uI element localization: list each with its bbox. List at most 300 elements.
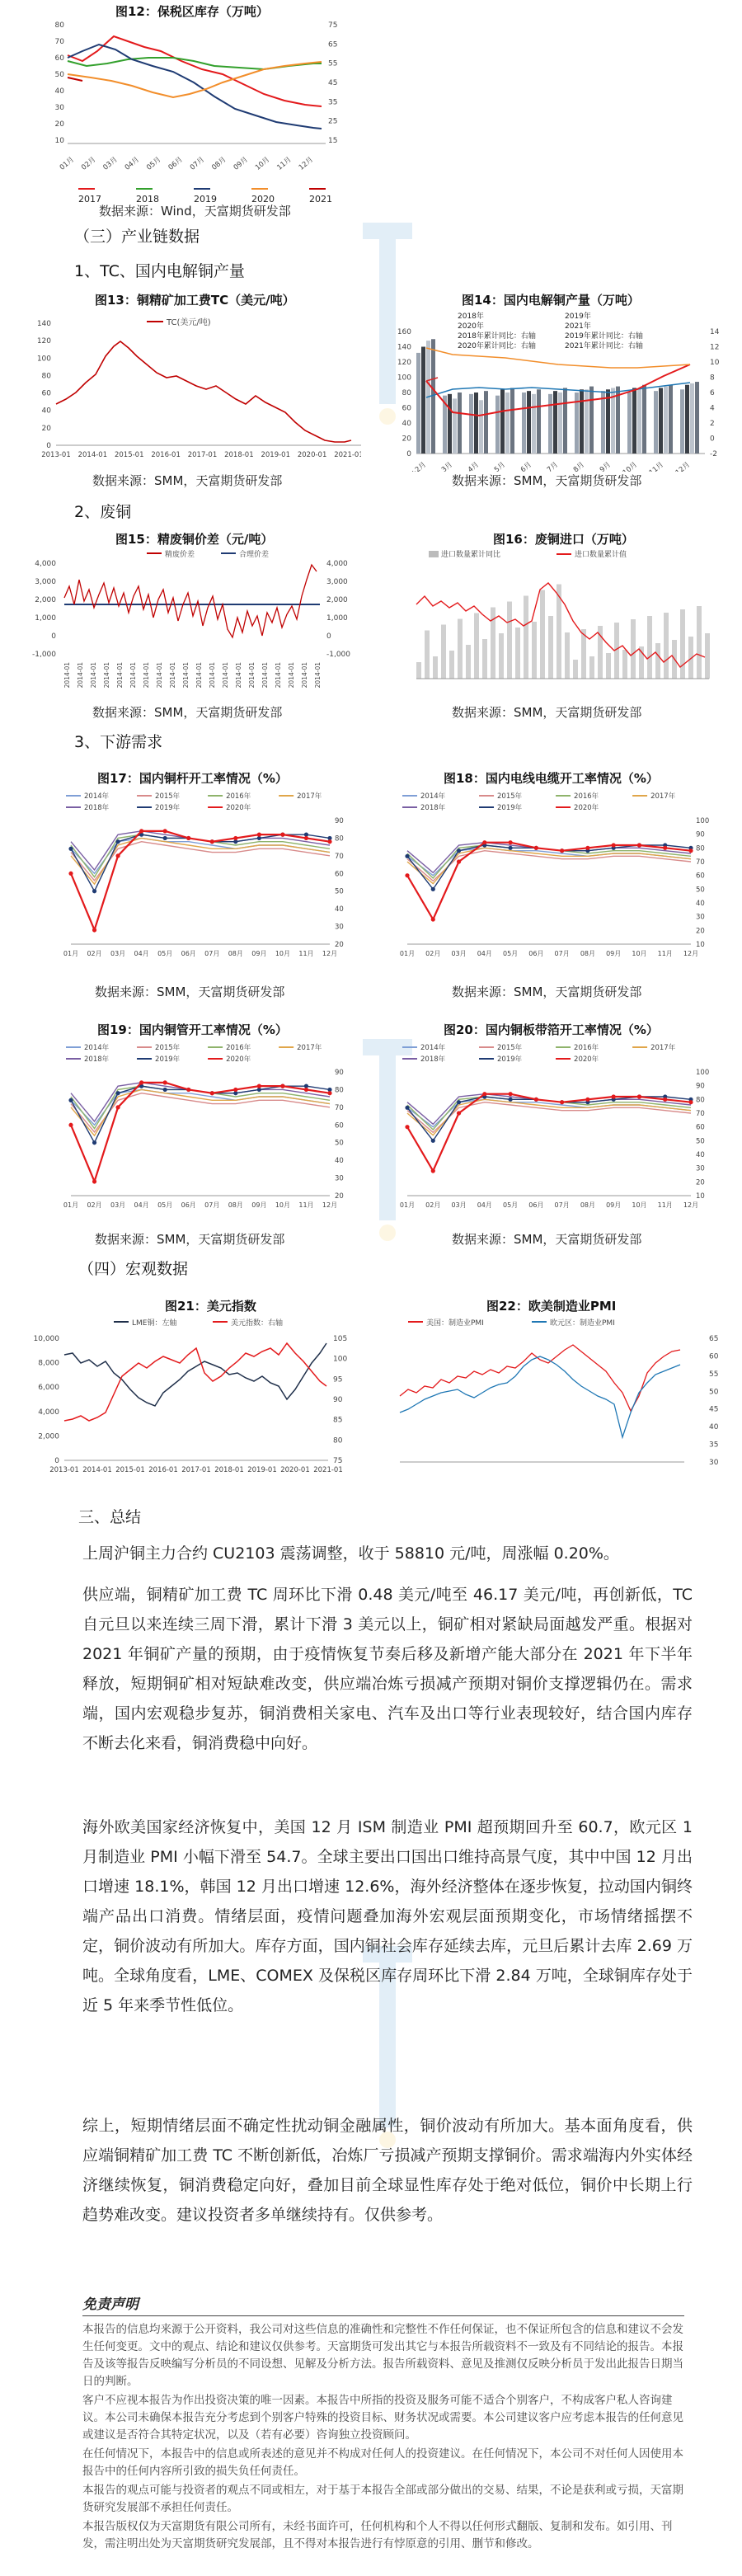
bar xyxy=(540,590,545,679)
series-marker xyxy=(482,1092,486,1096)
bar xyxy=(507,602,512,679)
x-tick-label: 01月 xyxy=(63,950,79,957)
fig21-x-ticks xyxy=(49,1466,343,1474)
series-marker xyxy=(186,1088,190,1092)
legend-item: 2018 xyxy=(136,183,177,204)
fig22-series-us xyxy=(400,1345,680,1411)
x-tick-label: 11月 xyxy=(657,950,673,957)
y-tick-label: 15 xyxy=(328,137,338,145)
bar xyxy=(416,662,421,679)
fig15-legend-label: 合理价差 xyxy=(239,551,270,559)
x-tick-label: 05月 xyxy=(502,1201,519,1209)
x-tick-label: 06月 xyxy=(528,1201,544,1209)
y-tick-label: 30 xyxy=(335,1174,344,1183)
fig13-source: 数据来源：SMM，天富期货研发部 xyxy=(92,473,283,488)
y-tick-label: -2 xyxy=(710,450,717,458)
x-tick-label: 05月 xyxy=(157,1201,173,1209)
legend-label: 2014年 xyxy=(84,1044,110,1052)
series-marker xyxy=(92,1140,96,1145)
x-tick-label: 04月 xyxy=(123,155,142,172)
series-marker xyxy=(585,1098,589,1102)
x-tick-label: 09月 xyxy=(251,950,267,957)
y-tick-label: 1,000 xyxy=(35,614,56,623)
series-marker xyxy=(304,1088,308,1092)
x-tick-label: 10月 xyxy=(275,1201,291,1209)
bar xyxy=(479,400,483,454)
y-tick-label: 40 xyxy=(696,1151,705,1159)
y-tick-label: 35 xyxy=(709,1441,719,1450)
series-marker xyxy=(508,1092,512,1096)
y-tick-label: 75 xyxy=(333,1457,343,1465)
series-marker xyxy=(431,917,435,921)
y-tick-label: 80 xyxy=(402,389,411,397)
bar xyxy=(589,387,594,454)
fig21-series-dxy xyxy=(64,1343,326,1421)
y-tick-label: 70 xyxy=(335,1103,344,1112)
legend-label: 2019年 xyxy=(155,1055,181,1064)
x-tick-label: 2014-01 xyxy=(195,662,203,689)
fig14-title: 图14：国内电解铜产量（万吨） xyxy=(462,293,640,308)
fig12-x-ticks xyxy=(59,156,315,172)
summary-text: 供应端，铜精矿加工费 TC 周环比下滑 0.48 美元/吨至 46.17 美元/吨，再创新低，TC 自元旦以来连续三周下滑，累计下滑 3 美元以上，铜矿相对紧缺局面越发严重。根据对 2021 年铜矿产量的预期，由于疫情恢复节奏后移及新增产能大部分在 2021 年下半年释放，短期铜矿相对短缺难改变，供应端冶炼亏损减产预期对铜价支撑逻辑仍在。需求端，国内宏观稳步复苏，铜消费相关家电、汽车及出口等行业表现较好，结合国内库存不断去化来看，铜消费稳中向好。 xyxy=(82,1586,693,1752)
y-tick-label: 20 xyxy=(335,1192,344,1201)
x-tick-label: 01月 xyxy=(399,1201,416,1209)
x-tick-label: 2014-01 xyxy=(261,662,269,689)
x-tick-label: 11月 xyxy=(275,155,294,172)
fig18-chart xyxy=(394,787,724,977)
fig21-legend-label: LME铜：左轴 xyxy=(132,1319,177,1328)
fig15-title: 图15：精废铜价差（元/吨） xyxy=(115,532,274,547)
x-tick-label: 2013-01 xyxy=(41,451,71,459)
legend xyxy=(66,1043,322,1064)
legend-label: 2017年 xyxy=(650,1044,676,1052)
series-marker xyxy=(210,1091,214,1095)
fig22-title: 图22：欧美制造业PMI xyxy=(486,1299,617,1314)
y-tick-label: 20 xyxy=(41,424,51,433)
x-tick-label: 9月 xyxy=(598,460,613,472)
y-tick-label: 120 xyxy=(36,337,51,346)
disclaimer-para: 客户不应视本报告为作出投资决策的唯一因素。本报告中所指的投资及服务可能不适合个别客户，不构成客户私人咨询建议。本公司未确保本报告充分考虑到个别客户特殊的投资目标、财务状况或需要。本公司建议客户应考虑本报告的任何意见或建议是否符合其特定状况，以及（若有必要）咨询独立投资顾问。 xyxy=(82,2394,683,2442)
series-marker xyxy=(508,1098,512,1102)
series-marker xyxy=(663,846,667,850)
y-tick-label: 60 xyxy=(335,1121,344,1131)
x-tick-label: 2014-01 xyxy=(182,662,190,689)
legend-label: 2016年 xyxy=(574,1044,599,1052)
series-marker xyxy=(115,839,120,844)
bar xyxy=(565,632,570,679)
x-tick-label: 07月 xyxy=(188,155,207,172)
legend-item: 2017 xyxy=(78,183,120,204)
x-tick-label: 12月 xyxy=(297,155,315,172)
x-tick-label: 05月 xyxy=(502,950,519,957)
x-tick-label: 07月 xyxy=(554,950,570,957)
fig20-chart xyxy=(394,1039,724,1229)
bar xyxy=(458,619,463,679)
bar xyxy=(573,660,578,679)
x-tick-label: 2014-01 xyxy=(248,662,256,689)
x-tick-label: 09月 xyxy=(606,950,622,957)
bar xyxy=(474,393,478,454)
x-tick-label: 2017-01 xyxy=(187,451,218,459)
x-tick-label: 2013-01 xyxy=(49,1466,79,1474)
legend-label: 2019年 xyxy=(497,804,523,812)
y-tick-label: 45 xyxy=(328,79,338,87)
x-tick-label: 2018-01 xyxy=(214,1466,244,1474)
series-marker xyxy=(92,928,96,932)
fig15-y2-axis xyxy=(326,560,350,659)
series-marker xyxy=(92,1179,96,1183)
series-marker xyxy=(457,848,461,853)
fig17-title: 图17：国内铜杆开工率情况（%） xyxy=(97,771,288,786)
y-tick-label: 0 xyxy=(54,1457,59,1465)
y-tick-label: 100 xyxy=(696,817,710,825)
legend-item: 2021 xyxy=(309,183,350,204)
legend-label: 2014年 xyxy=(84,792,110,801)
x-tick-label: 11月 xyxy=(647,460,665,472)
y-tick-label: 30 xyxy=(54,104,64,112)
x-tick-label: 07月 xyxy=(554,1201,570,1209)
bar xyxy=(680,609,685,679)
y-tick-label: 60 xyxy=(696,872,705,881)
series-marker xyxy=(257,833,261,837)
legend-item: 2021年累计同比：右轴 xyxy=(565,342,643,350)
fig16-legend-label: 进口数量累计值 xyxy=(575,551,627,559)
bar xyxy=(425,631,430,679)
fig16-legend-label: 进口数量累计同比 xyxy=(441,551,501,559)
legend-label: 2020年 xyxy=(574,804,599,812)
legend-label: 2015年 xyxy=(497,792,523,801)
x-tick-label: 2014-01 xyxy=(143,662,150,689)
bar xyxy=(601,391,605,454)
bar xyxy=(622,650,627,679)
y-tick-label: 0 xyxy=(326,632,331,641)
disclaimer-divider xyxy=(82,2315,684,2316)
legend xyxy=(402,792,676,812)
y-tick-label: 50 xyxy=(696,886,705,895)
x-tick-label: 03月 xyxy=(110,1201,126,1209)
fig22-y-axis xyxy=(709,1335,719,1467)
fig18-title: 图18：国内电线电缆开工率情况（%） xyxy=(444,771,659,786)
x-tick-label: 2016-01 xyxy=(148,1466,178,1474)
bar xyxy=(466,645,471,679)
y-tick-label: 2,000 xyxy=(326,596,348,604)
fig21-y2-axis xyxy=(333,1335,347,1465)
y-tick-label: 10 xyxy=(696,1192,705,1201)
y-tick-label: 70 xyxy=(696,858,705,867)
x-tick-label: 8月 xyxy=(571,460,586,472)
y-tick-label: 60 xyxy=(54,54,64,63)
bar xyxy=(558,393,562,454)
fig14-source: 数据来源：SMM，天富期货研发部 xyxy=(452,473,642,488)
y-tick-label: -1,000 xyxy=(31,651,56,659)
x-tick-label: 02月 xyxy=(80,155,98,172)
legend-label: 2015年 xyxy=(497,1044,523,1052)
bar xyxy=(580,389,584,454)
legend-label: 2017年 xyxy=(297,792,322,801)
y-tick-label: 40 xyxy=(335,905,344,914)
bar xyxy=(664,387,668,454)
fig21-title: 图21：美元指数 xyxy=(165,1299,256,1314)
series-line xyxy=(71,834,330,877)
bar xyxy=(659,388,663,454)
fig15-chart xyxy=(23,547,361,695)
bar xyxy=(589,656,594,679)
x-tick-label: 4月 xyxy=(466,460,481,472)
bar xyxy=(647,616,652,679)
x-tick-label: 2014-01 xyxy=(116,662,124,689)
fig13-legend-label: TC(美元/吨) xyxy=(167,318,211,327)
series-marker xyxy=(68,872,73,876)
x-tick-label: 01月 xyxy=(399,950,416,957)
fig17-source: 数据来源：SMM，天富期货研发部 xyxy=(95,985,285,999)
x-tick-label: 2014-01 xyxy=(301,662,308,689)
x-tick-label: 7月 xyxy=(545,460,560,472)
x-tick-label: 04月 xyxy=(134,950,149,957)
bar xyxy=(631,619,636,679)
legend-item: 2020 xyxy=(251,183,293,204)
x-tick-label: 2017-01 xyxy=(181,1466,211,1474)
series-marker xyxy=(163,1080,167,1084)
summary-para-3 xyxy=(82,1812,693,2020)
legend-item: 2020年累计同比：右轴 xyxy=(458,342,536,350)
series-marker xyxy=(115,1105,120,1109)
y-tick-label: 140 xyxy=(36,320,51,328)
disclaimer-para: 本报告的信息均来源于公开资料，我公司对这些信息的准确性和完整性不作任何保证，也不保证所包含的信息和建议不会发生任何变更。文中的观点、结论和建议仅供参考。天富期货可发出其它与本报告所载资料不一致及有不同结论的报告。本报告及该等报告反映编写分析员的不同设想、见解及分析方法。报告所载资料、意见及推测仅反映分析员于发出此报告日期当日的判断。 xyxy=(82,2323,683,2388)
bar xyxy=(581,629,586,679)
fig12-chart xyxy=(49,18,355,179)
disclaimer-title: 免责声明 xyxy=(82,2296,139,2313)
bar xyxy=(484,391,488,454)
y-tick-label: 10 xyxy=(710,359,720,367)
x-tick-label: 08月 xyxy=(210,155,228,172)
y-tick-label: 60 xyxy=(696,1123,705,1132)
y-tick-label: 100 xyxy=(397,374,411,383)
series-marker xyxy=(163,829,167,833)
y-axis xyxy=(696,1069,709,1201)
bar xyxy=(469,394,473,454)
fig17-chart xyxy=(58,787,363,977)
fig20-source: 数据来源：SMM，天富期货研发部 xyxy=(452,1232,642,1247)
x-tick-label: 10月 xyxy=(275,950,291,957)
bar xyxy=(627,393,632,454)
y-tick-label: 85 xyxy=(333,1416,343,1425)
legend-label: 2016年 xyxy=(226,1044,251,1052)
x-tick-label: 04月 xyxy=(477,950,492,957)
bar xyxy=(495,396,500,454)
y-tick-label: 50 xyxy=(696,1137,705,1146)
x-tick-label: 2014-01 xyxy=(209,662,216,689)
y-tick-label: 65 xyxy=(709,1335,719,1343)
fig16-source: 数据来源：SMM，天富期货研发部 xyxy=(452,705,642,720)
x-tick-label: 06月 xyxy=(181,950,196,957)
y-tick-label: 12 xyxy=(710,343,720,352)
x-tick-label: 05月 xyxy=(157,950,173,957)
y-tick-label: 95 xyxy=(333,1375,343,1384)
fig13-title: 图13：铜精矿加工费TC（美元/吨） xyxy=(95,293,295,308)
y-tick-label: 40 xyxy=(41,407,51,416)
fig14-y-axis xyxy=(397,328,411,458)
legend-label: 2015年 xyxy=(155,792,181,801)
y-tick-label: 2,000 xyxy=(35,596,56,604)
legend-label: 2014年 xyxy=(420,792,446,801)
y-tick-label: 25 xyxy=(328,117,338,126)
series-marker xyxy=(163,1088,167,1092)
legend-label: 2016年 xyxy=(574,792,599,801)
y-tick-label: 140 xyxy=(397,343,411,352)
y-tick-label: 10 xyxy=(54,137,64,145)
bar xyxy=(548,394,552,454)
x-tick-label: 2014-01 xyxy=(77,662,84,689)
y-tick-label: 2 xyxy=(710,420,715,428)
summary-text: 上周沪铜主力合约 CU2103 震荡调整，收于 58810 元/吨，周涨幅 0.20%。 xyxy=(82,1544,619,1563)
x-tick-label: 5月 xyxy=(492,460,507,472)
y-tick-label: 80 xyxy=(333,1436,343,1445)
x-axis xyxy=(63,1201,337,1209)
bar xyxy=(448,394,452,454)
y-tick-label: 20 xyxy=(696,1178,705,1187)
y-tick-label: 0 xyxy=(51,632,56,641)
disclaimer-para: 本报告版权仅为天富期货有限公司所有，未经书面许可，任何机构和个人不得以任何形式翻版、复制和发布。如引用、刊发，需注明出处为天富期货研究发展部，且不得对本报告进行有悖原意的引用、删节和修改。 xyxy=(82,2520,673,2550)
fig13-y-axis xyxy=(37,320,51,450)
x-tick-label: 02月 xyxy=(87,950,102,957)
bar xyxy=(654,391,658,454)
bar xyxy=(655,643,660,679)
series-marker xyxy=(163,836,167,840)
series-marker xyxy=(233,1088,237,1092)
fig15-y-axis xyxy=(32,560,56,659)
x-tick-label: 01月 xyxy=(58,155,76,172)
bar xyxy=(441,625,446,679)
bar xyxy=(548,616,553,679)
x-tick-label: 11月 xyxy=(657,1201,673,1209)
fig12-source: 数据来源：Wind，天富期货研发部 xyxy=(99,204,291,219)
y-tick-label: 6 xyxy=(710,389,715,397)
fig15-x-ticks xyxy=(63,662,322,689)
x-tick-label: 09月 xyxy=(606,1201,622,1209)
bar xyxy=(537,389,541,454)
y-tick-label: 100 xyxy=(696,1069,710,1077)
y-tick-label: 105 xyxy=(333,1335,348,1343)
legend-label: 2015年 xyxy=(155,1044,181,1052)
series-marker xyxy=(405,1106,409,1110)
series-marker xyxy=(612,1094,616,1098)
bar xyxy=(632,388,636,454)
x-tick-label: 06月 xyxy=(528,950,544,957)
section4-heading: （四）宏观数据 xyxy=(78,1260,189,1278)
x-tick-label: 03月 xyxy=(101,155,120,172)
bar xyxy=(637,389,641,454)
y-tick-label: 2,000 xyxy=(38,1432,59,1441)
x-tick-label: 2014-01 xyxy=(156,662,163,689)
x-tick-label: 10月 xyxy=(621,460,639,472)
y-tick-label: 70 xyxy=(696,1110,705,1118)
fig18-source: 数据来源：SMM，天富期货研发部 xyxy=(452,985,642,999)
legend-label: 2020年 xyxy=(574,1055,599,1064)
series-marker xyxy=(280,833,284,837)
y-tick-label: 20 xyxy=(54,120,64,129)
bar xyxy=(685,385,689,454)
y-tick-label: 65 xyxy=(328,40,338,49)
y-tick-label: 8 xyxy=(710,374,715,383)
legend-label: 2018年 xyxy=(84,804,110,812)
series-marker xyxy=(482,840,486,844)
y-tick-label: -1,000 xyxy=(326,651,351,659)
y-tick-label: 70 xyxy=(335,852,344,861)
legend-label: 2014年 xyxy=(420,1044,446,1052)
fig14-y2-axis xyxy=(710,328,720,458)
legend-item: 2020年 xyxy=(458,322,484,331)
series-marker xyxy=(457,1100,461,1104)
x-axis xyxy=(400,1201,698,1209)
fig12-series-2018 xyxy=(68,58,322,69)
y-tick-label: 80 xyxy=(696,1096,705,1105)
bar xyxy=(482,639,487,679)
x-tick-label: 12月 xyxy=(674,460,692,472)
x-tick-label: 2014-01 xyxy=(90,662,97,689)
legend-item: 2021年 xyxy=(565,322,591,331)
x-tick-label: 04月 xyxy=(477,1201,492,1209)
legend-item: 2019年 xyxy=(565,313,591,321)
x-tick-label: 06月 xyxy=(181,1201,196,1209)
sub2-heading: 2、废铜 xyxy=(74,503,132,521)
x-tick-label: 08月 xyxy=(580,950,596,957)
x-tick-label: 2014-01 xyxy=(103,662,110,689)
y-tick-label: 50 xyxy=(54,71,64,79)
y-tick-label: 0 xyxy=(406,450,411,458)
legend-label: 2017年 xyxy=(650,792,676,801)
series-marker xyxy=(405,873,409,877)
fig16-title: 图16：废铜进口（万吨） xyxy=(493,532,634,547)
x-tick-label: 02月 xyxy=(425,950,441,957)
legend-label: 2018年 xyxy=(420,804,446,812)
legend-label: 2016年 xyxy=(226,792,251,801)
x-tick-label: 02月 xyxy=(425,1201,441,1209)
fig19-chart xyxy=(58,1039,363,1229)
x-tick-label: 2019-01 xyxy=(261,451,291,459)
y-tick-label: 10,000 xyxy=(33,1335,59,1343)
x-tick-label: 06月 xyxy=(167,155,185,172)
x-tick-label: 09月 xyxy=(251,1201,267,1209)
x-tick-label: 01月 xyxy=(63,1201,79,1209)
series-marker xyxy=(508,846,512,850)
x-tick-label: 2014-01 xyxy=(63,662,71,689)
fig16-chart xyxy=(383,547,734,695)
x-tick-label: 07月 xyxy=(204,1201,220,1209)
y-tick-label: 40 xyxy=(402,420,411,428)
fig14-x-ticks xyxy=(406,461,692,472)
x-tick-label: 04月 xyxy=(134,1201,149,1209)
x-tick-label: 12月 xyxy=(683,1201,699,1209)
y-axis xyxy=(696,817,709,949)
y-tick-label: 90 xyxy=(335,817,344,825)
y-tick-label: 4,000 xyxy=(35,560,56,568)
legend-item: 2019年累计同比：右轴 xyxy=(565,332,643,341)
fig12-series-2021 xyxy=(68,78,82,81)
fig15-source: 数据来源：SMM，天富期货研发部 xyxy=(92,705,283,720)
series-marker xyxy=(688,848,693,853)
fig21-series-lme xyxy=(64,1343,326,1406)
x-tick-label: 2014-01 xyxy=(235,662,242,689)
y-tick-label: 70 xyxy=(54,38,64,46)
y-tick-label: 20 xyxy=(402,435,411,444)
y-tick-label: 45 xyxy=(709,1405,719,1414)
x-tick-label: 10月 xyxy=(253,155,272,172)
x-tick-label: 2014-01 xyxy=(129,662,137,689)
fig14-bars xyxy=(416,339,699,454)
y-tick-label: 20 xyxy=(696,927,705,936)
x-tick-label: 2014-01 xyxy=(169,662,176,689)
summary-text: 综上，短期情绪层面不确定性扰动铜金融属性，铜价波动有所加大。基本面角度看，供应端铜精矿加工费 TC 不断创新低，冶炼厂亏损减产预期支撑铜价。需求端海内外实体经济继续恢复，铜消费稳定向好，叠加目前全球显性库存处于绝对低位，铜价中长期上行趋势难改变。建议投资者多单继续持有。仅供参考。 xyxy=(82,2117,693,2224)
